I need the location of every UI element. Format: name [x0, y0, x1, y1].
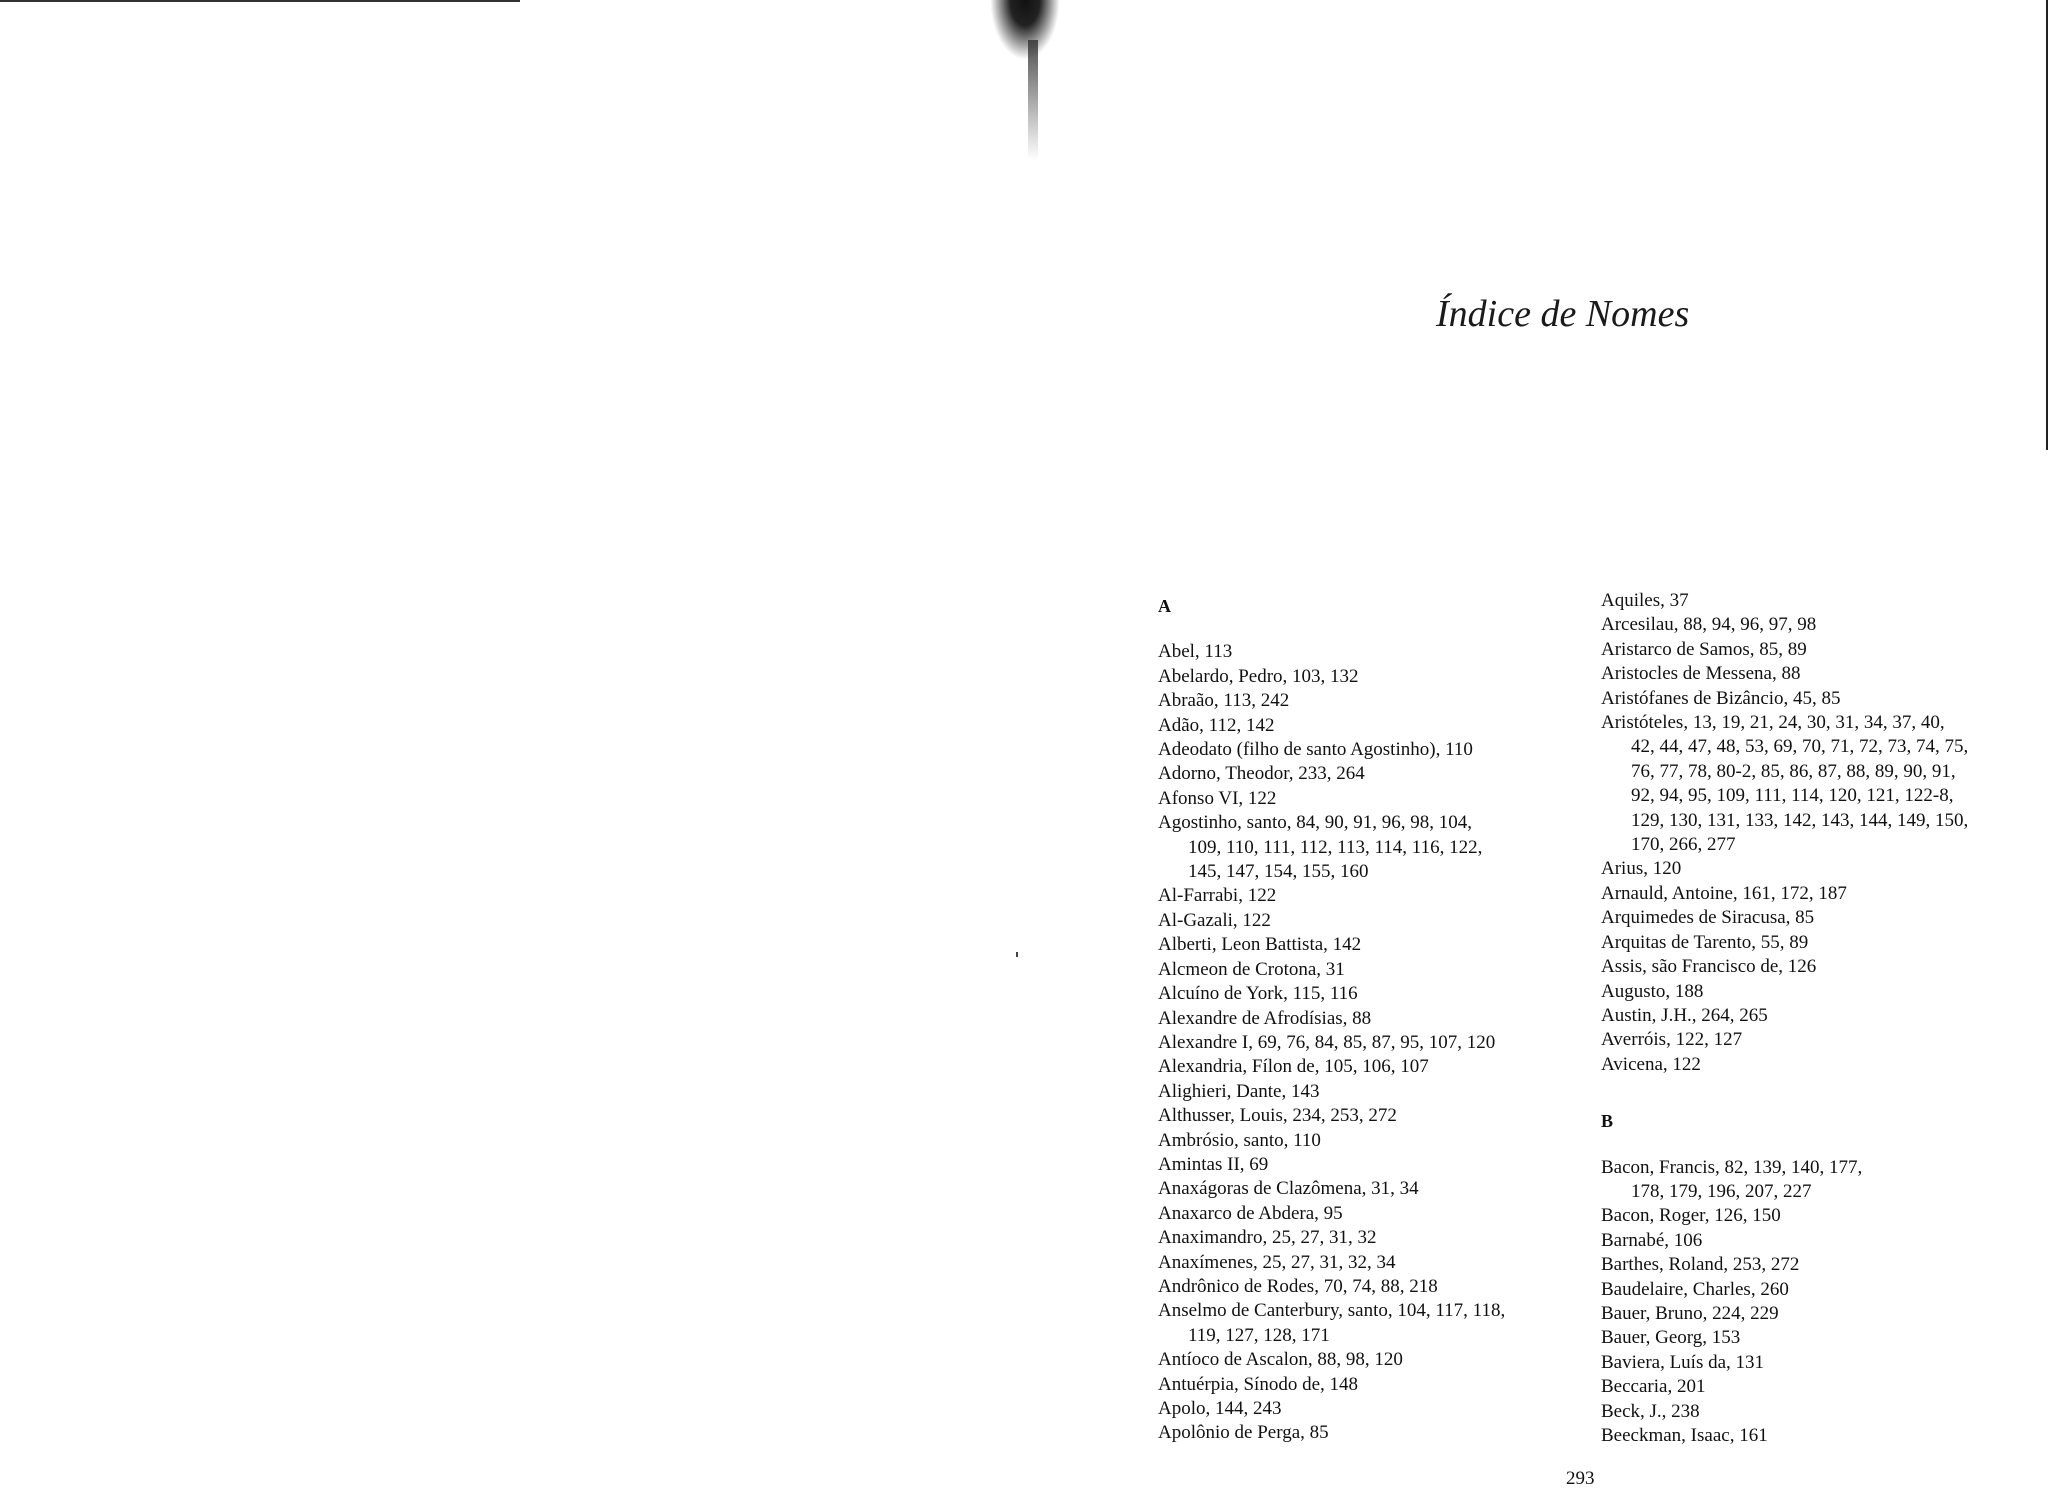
index-entry-line: Bacon, Francis, 82, 139, 140, 177, [1601, 1156, 1863, 1178]
section-letter-b: B [1601, 1111, 1614, 1132]
index-entry [1601, 711, 1968, 857]
index-entry: Alexandre de Afrodísias, 88 [1158, 1007, 1372, 1029]
index-entry: Antuérpia, Sínodo de, 148 [1158, 1373, 1359, 1395]
index-entry: Apolônio de Perga, 85 [1158, 1422, 1329, 1444]
index-column-left [1158, 594, 1505, 1446]
binding-shadow-tail [1028, 40, 1038, 160]
index-entry: Abel, 113 [1158, 641, 1233, 663]
index-entry: Apolo, 144, 243 [1158, 1398, 1282, 1419]
page-title: Índice de Nomes [1436, 293, 1690, 335]
index-entry: Aquiles, 37 [1601, 590, 1689, 611]
scan-speck [1016, 952, 1018, 957]
index-entry: Bauer, Bruno, 224, 229 [1601, 1302, 1779, 1324]
scan-edge-top [0, 0, 520, 2]
index-entry: Arnauld, Antoine, 161, 172, 187 [1601, 882, 1847, 904]
index-entry: Abraão, 113, 242 [1158, 690, 1290, 712]
index-entry: Alcmeon de Crotona, 31 [1158, 958, 1345, 980]
index-entry: Alighieri, Dante, 143 [1158, 1080, 1320, 1102]
index-entry: Althusser, Louis, 234, 253, 272 [1158, 1105, 1397, 1127]
index-entry: Barnabé, 106 [1601, 1229, 1703, 1251]
index-entry [1601, 1156, 1968, 1205]
binding-shadow [990, 0, 1060, 60]
index-entry: Al-Gazali, 122 [1158, 909, 1271, 931]
index-entry: Baviera, Luís da, 131 [1601, 1351, 1765, 1373]
index-entry-continuation: 129, 130, 131, 133, 142, 143, 144, 149, 150, [1631, 809, 1969, 831]
index-entry: Aristófanes de Bizâncio, 45, 85 [1601, 687, 1841, 709]
index-entry-continuation: 42, 44, 47, 48, 53, 69, 70, 71, 72, 73, 74, 75, [1631, 736, 1969, 758]
section-letter-a: A [1158, 596, 1171, 616]
index-entry-line: Anselmo de Canterbury, santo, 104, 117, 118, [1158, 1300, 1506, 1322]
index-entry-line: Agostinho, santo, 84, 90, 91, 96, 98, 104, [1158, 812, 1473, 834]
index-entry: Bauer, Georg, 153 [1601, 1327, 1741, 1349]
index-entry: Aristocles de Messena, 88 [1601, 663, 1801, 685]
index-entry: Austin, J.H., 264, 265 [1601, 1004, 1768, 1026]
index-entry-continuation: 76, 77, 78, 80-2, 85, 86, 87, 88, 89, 90, 91, [1631, 760, 1956, 782]
index-entry: Avicena, 122 [1601, 1053, 1701, 1075]
index-entry: Anaxarco de Abdera, 95 [1158, 1202, 1343, 1224]
index-entry-continuation: 92, 94, 95, 109, 111, 114, 120, 121, 122-8, [1631, 785, 1954, 807]
index-entry: Adorno, Theodor, 233, 264 [1158, 763, 1365, 785]
index-entry: Beeckman, Isaac, 161 [1601, 1425, 1768, 1446]
index-entry-continuation: 119, 127, 128, 171 [1188, 1324, 1330, 1346]
index-entry: Arius, 120 [1601, 858, 1682, 880]
index-entry: Alexandre I, 69, 76, 84, 85, 87, 95, 107, 120 [1158, 1031, 1496, 1053]
index-entry: Averróis, 122, 127 [1601, 1029, 1743, 1051]
index-entry-line: Aristóteles, 13, 19, 21, 24, 30, 31, 34, 37, 40, [1601, 712, 1945, 734]
index-entry: Arquimedes de Siracusa, 85 [1601, 907, 1815, 929]
index-entry: Anaxímenes, 25, 27, 31, 32, 34 [1158, 1251, 1396, 1273]
index-entry: Abelardo, Pedro, 103, 132 [1158, 665, 1359, 687]
index-entry: Alexandria, Fílon de, 105, 106, 107 [1158, 1056, 1429, 1078]
index-entry: Aristarco de Samos, 85, 89 [1601, 638, 1807, 660]
index-entry: Anaximandro, 25, 27, 31, 32 [1158, 1227, 1377, 1249]
index-entry: Arcesilau, 88, 94, 96, 97, 98 [1601, 614, 1817, 636]
index-entry: Antíoco de Ascalon, 88, 98, 120 [1158, 1349, 1403, 1371]
index-column-right [1601, 589, 1968, 1448]
index-entry: Amintas II, 69 [1158, 1153, 1269, 1175]
index-entry: Ambrósio, santo, 110 [1158, 1129, 1321, 1151]
index-entry: Beccaria, 201 [1601, 1376, 1706, 1398]
index-entry-continuation: 170, 266, 277 [1631, 834, 1736, 856]
index-entry: Andrônico de Rodes, 70, 74, 88, 218 [1158, 1275, 1438, 1297]
index-entry: Afonso VI, 122 [1158, 787, 1277, 809]
index-entry [1158, 811, 1505, 884]
index-entry: Adeodato (filho de santo Agostinho), 110 [1158, 739, 1473, 761]
index-entry: Bacon, Roger, 126, 150 [1601, 1205, 1781, 1227]
index-entry: Adão, 112, 142 [1158, 714, 1275, 736]
index-entry: Augusto, 188 [1601, 980, 1704, 1002]
index-entry: Barthes, Roland, 253, 272 [1601, 1254, 1800, 1276]
index-entry [1158, 1299, 1505, 1348]
index-entry: Arquitas de Tarento, 55, 89 [1601, 931, 1809, 953]
page-number: 293 [1566, 1468, 1595, 1489]
index-entry-continuation: 178, 179, 196, 207, 227 [1631, 1180, 1812, 1202]
index-entry: Al-Farrabi, 122 [1158, 885, 1277, 907]
index-entry: Baudelaire, Charles, 260 [1601, 1278, 1789, 1300]
index-entry: Alberti, Leon Battista, 142 [1158, 934, 1362, 956]
index-entry-continuation: 145, 147, 154, 155, 160 [1188, 861, 1369, 883]
index-entry: Alcuíno de York, 115, 116 [1158, 983, 1358, 1005]
index-entry: Beck, J., 238 [1601, 1400, 1700, 1422]
index-entry-continuation: 109, 110, 111, 112, 113, 114, 116, 122, [1188, 836, 1483, 858]
index-entry: Assis, são Francisco de, 126 [1601, 956, 1817, 978]
index-entry: Anaxágoras de Clazômena, 31, 34 [1158, 1178, 1419, 1200]
